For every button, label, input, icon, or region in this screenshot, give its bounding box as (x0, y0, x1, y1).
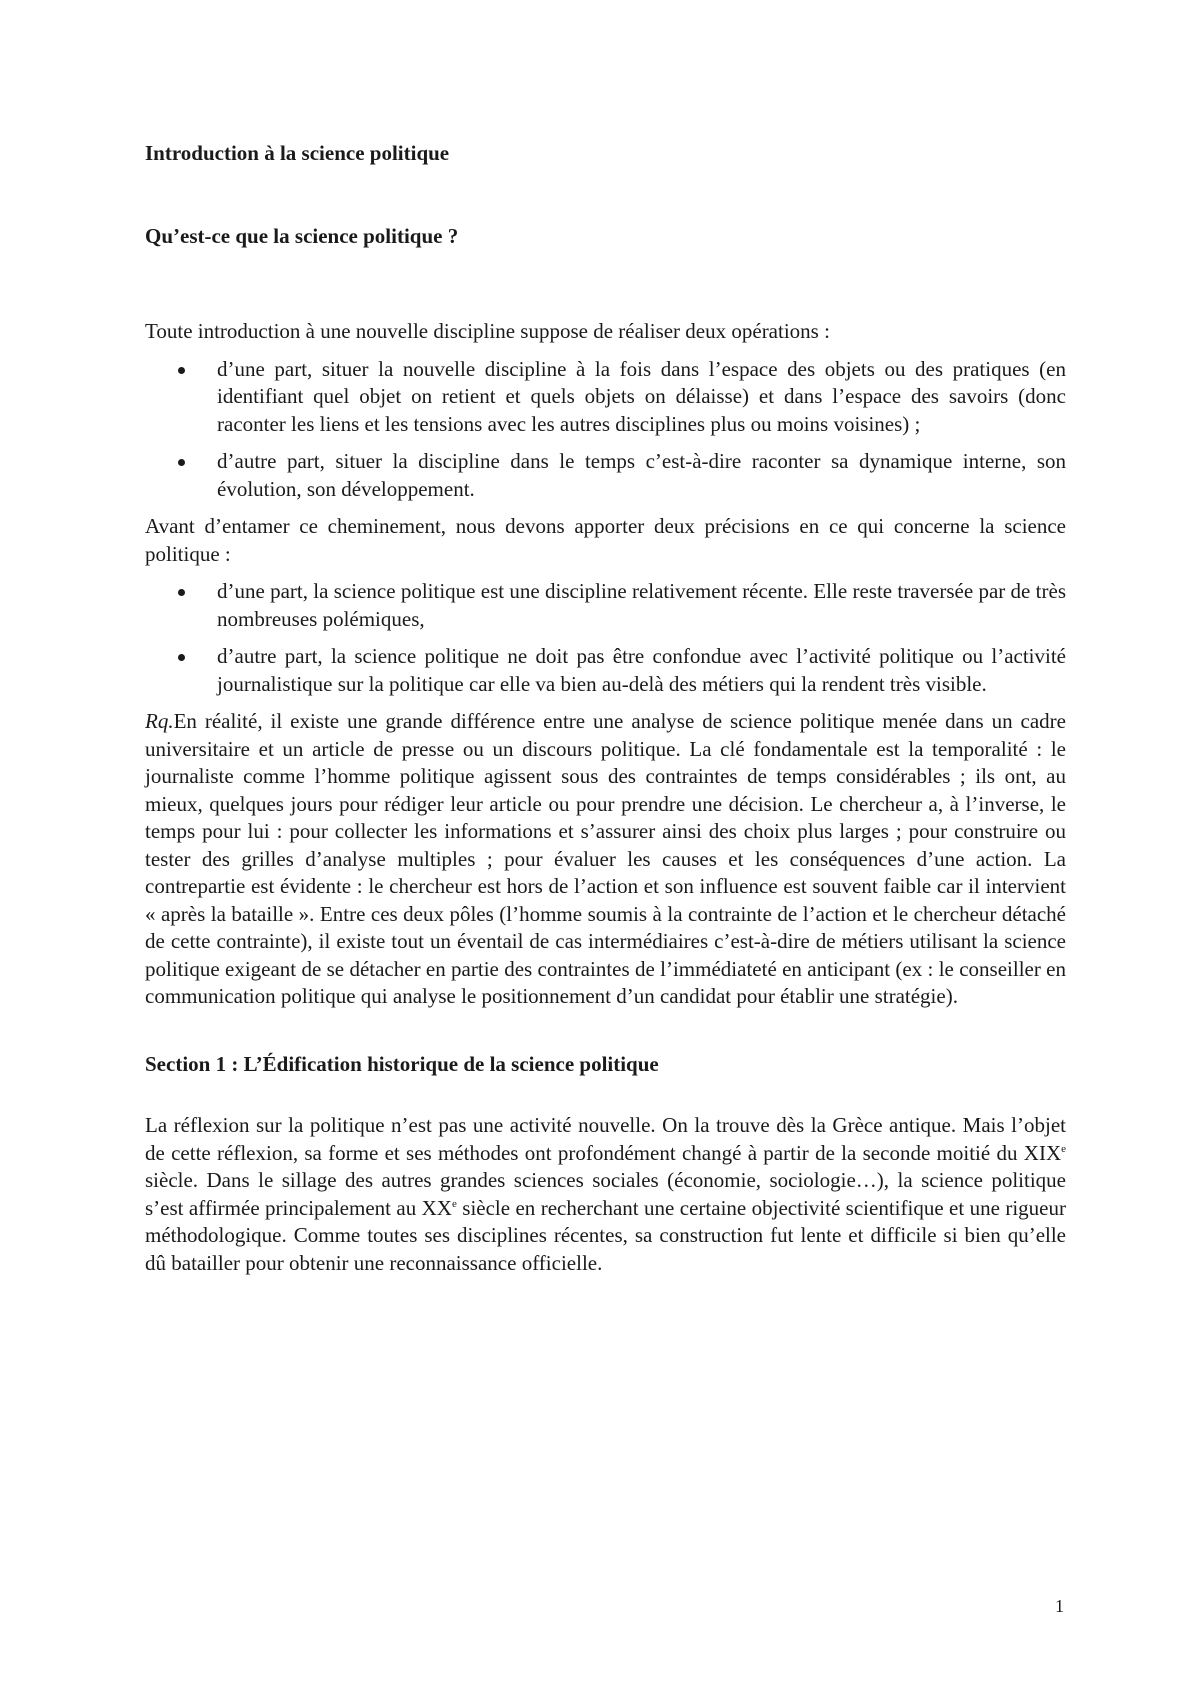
section-text-part: siècle en recherchant une certaine objectivité scientifique et une rigueur méthodologique. Comme toutes ses disciplines récentes, sa construction fut lente et difficile si bien qu’elle dû batailler pour obtenir une reconnaissance officielle. (145, 1195, 1066, 1275)
page-number: 1 (1055, 1596, 1064, 1616)
list-item (217, 643, 1066, 698)
bullet-icon (178, 367, 185, 374)
list-item (217, 448, 1066, 503)
list-item (217, 578, 1066, 633)
intro-paragraph: Toute introduction à une nouvelle discipline suppose de réaliser deux opérations : (145, 319, 830, 343)
bullet-icon (178, 654, 185, 661)
section-paragraph (145, 1112, 1066, 1277)
list-item-text: d’autre part, situer la discipline dans le temps c’est-à-dire raconter sa dynamique interne, son évolution, son développement. (217, 449, 1066, 501)
remark-paragraph (145, 708, 1066, 1011)
list-item (217, 356, 1066, 439)
section-text-part: siècle. Dans le sillage des autres grandes sciences sociales (économie, sociologie…), la science politique s’est affirmée principalement au XX (145, 1168, 1066, 1220)
list-item-text: d’autre part, la science politique ne doit pas être confondue avec l’activité politique ou l’activité journalistique sur la politique car elle va bien au-delà des métiers qui la rendent très visible. (217, 644, 1066, 696)
second-bullet-list (145, 578, 1066, 698)
list-item-text: d’une part, situer la nouvelle discipline à la fois dans l’espace des objets ou des pratiques (en identifiant quel objet on retient et quels objets on délaisse) et dans l’espace des savoirs (donc raconter les liens et les tensions avec les autres disciplines plus ou moins voisines) ; (217, 356, 1066, 436)
document-title: Introduction à la science politique (145, 141, 450, 165)
bullet-icon (178, 589, 185, 596)
section-1 (145, 1051, 1066, 1278)
second-paragraph: Avant d’entamer ce cheminement, nous devons apporter deux précisions en ce qui concerne la science politique : (145, 514, 1066, 566)
document-subtitle: Qu’est-ce que la science politique ? (145, 223, 459, 248)
superscript: e (451, 1197, 457, 1210)
superscript: e (1061, 1142, 1066, 1155)
first-bullet-list (145, 356, 1066, 504)
remark-label: Rq. (145, 709, 174, 733)
list-item-text: d’une part, la science politique est une discipline relativement récente. Elle reste traversée par de très nombreuses polémiques, (217, 579, 1066, 631)
document-body (145, 140, 1066, 1277)
section-text-part: La réflexion sur la politique n’est pas une activité nouvelle. On la trouve dès la Grèce antique. Mais l’objet de cette réflexion, sa forme et ses méthodes ont profondément changé à partir de la seconde moitié du XIX (145, 1113, 1066, 1165)
section-title: Section 1 : L’Édification historique de la science politique (145, 1051, 659, 1076)
remark-text: En réalité, il existe une grande différence entre une analyse de science politique menée dans un cadre universitaire et un article de presse ou un discours politique. La clé fondamentale est la temporalité : le journaliste comme l’homme politique agissent sous des contraintes de temps considérables ; ils ont, au mieux, quelques jours pour rédiger leur article ou pour prendre une décision. Le chercheur a, à l’inverse, le temps pour lui : pour collecter les informations et s’assurer ainsi des choix plus larges ; pour construire ou tester des grilles d’analyse multiples ; pour évaluer les causes et les conséquences d’une action. La contrepartie est évidente : le chercheur est hors de l’action et son influence est souvent faible car il intervient « après la bataille ». Entre ces deux pôles (l’homme soumis à la contrainte de l’action et le chercheur détaché de cette contrainte), il existe tout un éventail de cas intermédiaires c’est-à-dire de métiers utilisant la science politique exigeant de se détacher en partie des contraintes de l’immédiateté en anticipant (ex : le conseiller en communication politique qui analyse le positionnement d’un candidat pour établir une stratégie). (145, 709, 1066, 1008)
bullet-icon (178, 459, 185, 466)
